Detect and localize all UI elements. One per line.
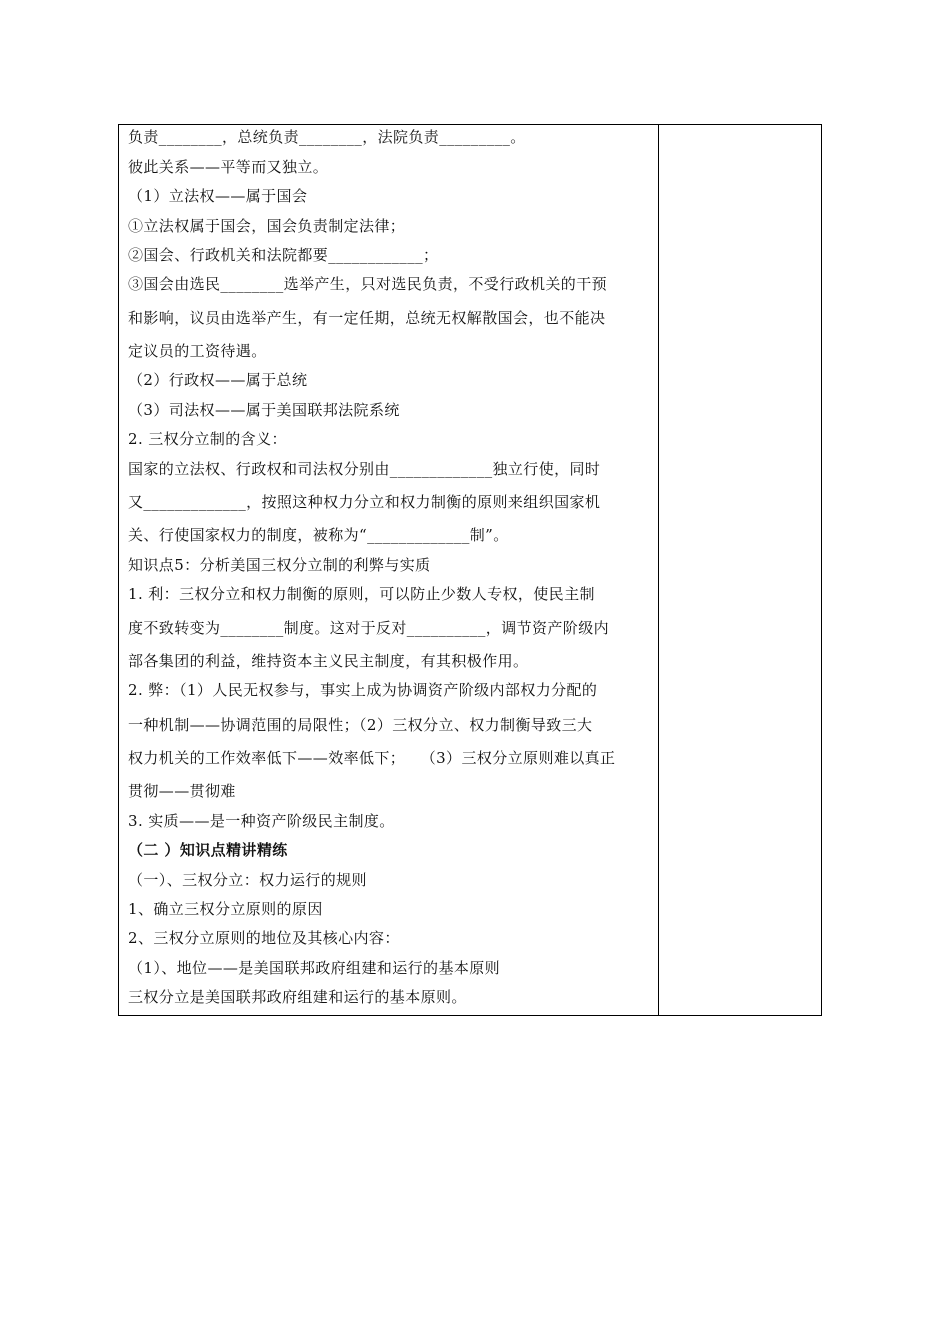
text-line: 2. 弊：（1）人民无权参与，事实上成为协调资产阶级内部权力分配的 bbox=[128, 681, 598, 699]
text-line: 和影响，议员由选举产生，有一定任期，总统无权解散国会，也不能决 bbox=[128, 309, 606, 327]
text-line: （2）行政权——属于总统 bbox=[128, 371, 308, 389]
text-line: 1、确立三权分立原则的原因 bbox=[128, 900, 323, 918]
text-line: 彼此关系——平等而又独立。 bbox=[128, 158, 329, 176]
section-heading: （二 ）知识点精讲精练 bbox=[128, 841, 288, 859]
text-line: 度不致转变为________制度。这对于反对__________，调节资产阶级内 bbox=[128, 619, 610, 637]
text-line: ③国会由选民________选举产生，只对选民负责，不受行政机关的干预 bbox=[128, 275, 608, 293]
text-line: 部各集团的利益，维持资本主义民主制度，有其积极作用。 bbox=[128, 652, 529, 670]
text-line: 又_____________，按照这种权力分立和权力制衡的原则来组织国家机 bbox=[128, 493, 601, 511]
text-line: 一种机制——协调范围的局限性；（2）三权分立、权力制衡导致三大 bbox=[128, 716, 593, 734]
text-line: ②国会、行政机关和法院都要____________； bbox=[128, 246, 439, 264]
side-notes-cell bbox=[659, 125, 821, 1015]
text-line: 三权分立是美国联邦政府组建和运行的基本原则。 bbox=[128, 988, 467, 1006]
text-line: 1. 利：三权分立和权力制衡的原则，可以防止少数人专权，使民主制 bbox=[128, 585, 595, 603]
section-heading: 知识点5：分析美国三权分立制的利弊与实质 bbox=[128, 556, 431, 574]
text-line: （1）、地位——是美国联邦政府组建和运行的基本原则 bbox=[128, 959, 501, 977]
text-line: 国家的立法权、行政权和司法权分别由_____________独立行使，同时 bbox=[128, 460, 601, 478]
text-line: 贯彻——贯彻难 bbox=[128, 782, 236, 800]
text-line: 负责________，总统负责________，法院负责_________。 bbox=[128, 128, 526, 146]
text-line: 关、行使国家权力的制度，被称为“_____________制”。 bbox=[128, 526, 509, 544]
text-line: 2. 三权分立制的含义： bbox=[128, 430, 287, 448]
text-line: （1）立法权——属于国会 bbox=[128, 187, 308, 205]
content-table bbox=[118, 124, 822, 1016]
text-line: 3. 实质——是一种资产阶级民主制度。 bbox=[128, 812, 395, 830]
text-line: ①立法权属于国会，国会负责制定法律； bbox=[128, 217, 406, 235]
text-line: 权力机关的工作效率低下——效率低下； （3）三权分立原则难以真正 bbox=[128, 749, 616, 767]
text-line: 2、三权分立原则的地位及其核心内容： bbox=[128, 929, 400, 947]
text-line: （3）司法权——属于美国联邦法院系统 bbox=[128, 401, 400, 419]
text-line: 定议员的工资待遇。 bbox=[128, 342, 267, 360]
text-line: （一）、三权分立：权力运行的规则 bbox=[128, 871, 367, 889]
